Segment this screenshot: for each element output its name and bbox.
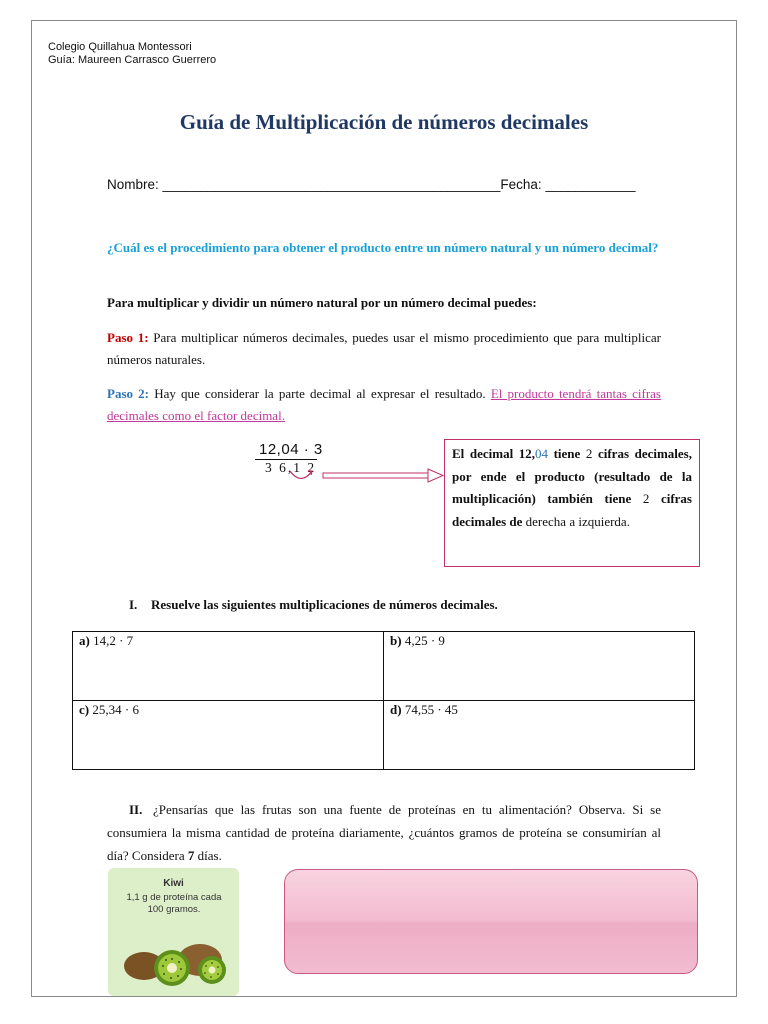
step-1-label: Paso 1:	[107, 330, 149, 345]
section-1-title: Resuelve las siguientes multiplicaciones de números decimales.	[151, 597, 498, 612]
pointer-arrow-icon	[322, 468, 446, 484]
explanation-text-3: cifras decimales, por ende el producto (resultado de la multiplicación) también tiene	[452, 446, 692, 506]
school-header	[48, 41, 216, 67]
date-field[interactable]: ____________	[545, 177, 636, 192]
section-1-heading	[129, 597, 498, 613]
example-result: 3 6,1 2	[265, 460, 317, 475]
exercise-b-label: b)	[390, 633, 402, 648]
kiwi-card-text: 1,1 g de proteína cada 100 gramos.	[126, 892, 222, 915]
date-label: Fecha:	[500, 177, 546, 192]
explanation-count-2: 2	[642, 491, 650, 506]
explanation-text-2: tiene	[548, 446, 586, 461]
step-2-label: Paso 2:	[107, 386, 150, 401]
explanation-text-5: derecha a izquierda.	[522, 513, 630, 529]
kiwi-info-card	[108, 868, 239, 996]
section-2-number: II.	[129, 802, 143, 817]
explanation-count-1: 2	[585, 446, 593, 461]
guiding-question: ¿Cuál es el procedimiento para obtener el producto entre un número natural y un número decimal?	[107, 240, 659, 255]
step-1	[107, 327, 661, 371]
exercise-d-cell[interactable]	[384, 701, 695, 770]
section-2-text	[107, 798, 661, 867]
example-operation: 12,04 · 3	[259, 441, 323, 458]
name-label: Nombre:	[107, 177, 163, 192]
answer-box[interactable]	[284, 869, 698, 974]
exercise-c-label: c)	[79, 702, 90, 717]
exercise-c-cell[interactable]	[73, 701, 384, 770]
exercise-d-label: d)	[390, 702, 402, 717]
section-2-question-end: días.	[194, 848, 222, 863]
exercise-table	[72, 631, 695, 770]
exercise-d-expression: 74,55 · 45	[401, 702, 458, 717]
student-form-line	[107, 177, 636, 192]
exercise-b-cell[interactable]	[384, 632, 695, 701]
page-title: Guía de Multiplicación de números decimales	[179, 110, 589, 134]
name-field[interactable]: _____________________________________________	[162, 177, 501, 192]
section-2-days: 7	[187, 848, 195, 863]
step-2	[107, 383, 661, 427]
kiwi-card-title: Kiwi	[163, 878, 184, 889]
table-row	[73, 632, 695, 701]
section-1-number: I.	[129, 597, 138, 612]
explanation-box	[444, 439, 700, 567]
intro-text: Para multiplicar y dividir un número natural por un número decimal puedes:	[107, 295, 537, 310]
school-name: Colegio Quillahua Montessori	[48, 41, 192, 53]
exercise-a-cell[interactable]	[73, 632, 384, 701]
exercise-c-expression: 25,34 · 6	[89, 702, 139, 717]
explanation-highlight: 04	[535, 446, 549, 461]
exercise-a-expression: 14,2 · 7	[89, 633, 134, 648]
exercise-b-expression: 4,25 · 9	[401, 633, 445, 648]
step-2-text: Hay que considerar la parte decimal al expresar el resultado.	[149, 386, 491, 401]
kiwi-fruit-icon	[114, 926, 234, 996]
step-2-link[interactable]: El producto tendrá tantas cifras decimales como el factor decimal.	[107, 386, 661, 423]
step-1-text: Para multiplicar números decimales, puedes usar el mismo procedimiento que para multiplicar números naturales.	[107, 330, 661, 367]
guide-author: Guía: Maureen Carrasco Guerrero	[48, 54, 217, 66]
table-row	[73, 701, 695, 770]
decimal-shift-arc-icon	[287, 468, 317, 484]
explanation-text-4: cifras decimales de	[452, 491, 692, 529]
explanation-text-1: El decimal 12,	[452, 446, 536, 461]
exercise-a-label: a)	[79, 633, 90, 648]
section-2-question: ¿Pensarías que las frutas son una fuente de proteínas en tu alimentación? Observa. Si se consumiera la misma cantidad de proteína diariamente, ¿cuántos gramos de proteína se consumirían al día? Considera	[107, 802, 661, 863]
